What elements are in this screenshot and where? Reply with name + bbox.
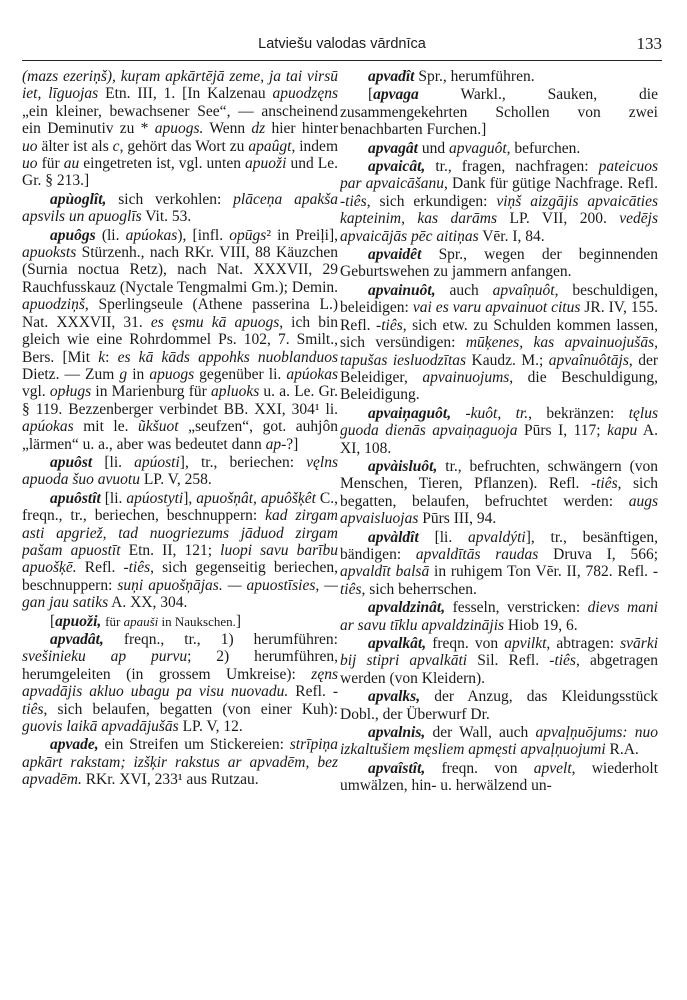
headword: apvaldzinât,: [368, 599, 446, 617]
dictionary-entry: apuôst [li. apúosti], tr., beriechen: vęlns apuoda šuo avuotu LP. V, 258.: [22, 453, 338, 489]
entry-continuation: (mazs ezeriņš), kuŗam apkārtējā zeme, ja tai virsū iet, līguojas Etn. III, 1. [In Kalzenau apuodzęns „ein kleiner, bewachsener See“, — anscheinend ein Deminutiv zu * apuogs. Wenn dz hier hinter uo älter ist als c, gehört das Wort zu apaûgt, indem uo für au eingetreten ist, vgl. unten apuoži und Le. Gr. § 213.]: [22, 68, 338, 190]
inline-text: apvainuojums: [422, 368, 510, 386]
inline-text: apuodzęns: [272, 85, 338, 103]
inline-text: -tiês: [340, 563, 658, 598]
dictionary-entry: [apvaga Warkl., Sauken, die zusammengekehrten Schollen von zwei benachbarten Furchen.]: [340, 86, 658, 139]
header-rule: [22, 60, 662, 61]
inline-text: es ęsmu kā apuogs: [150, 313, 280, 331]
headword: apvadât,: [50, 631, 104, 648]
inline-text: apúokas: [22, 418, 74, 436]
dictionary-entry: apuôgs (li. apúokas), [infl. opūgs² in Preiļi], apuoksts Stürzenh., nach RKr. VIII, 88 Käuzchen (Surnia noctua Retz), nach Nat. XXXVII, 29 Rauchfusskauz (Nyctale Tengmalmi Gm.); Demin. apuodziņš, Sperlingseule (Athene passerina L.) Nat. XXXVII, 31. es ęsmu kā apuogs, ich bin gleich wie eine Rohrdommel Ps. 102, 7. Smilt., Bers. [Mit k: es kā kāds appohks nuoblanduos Dietz. — Zum g in apuogs gegenüber li. apúokas vgl. opługs in Marienburg für apluoks u. a. Le. Gr. § 119. Bezzenberger verbindet BB. XXI, 304¹ li. apúokas mit le. ũkšuot „seufzen“, got. auhjôn „lärmen“ u. a., aber was bedeutet dann ap-?]: [22, 226, 338, 453]
inline-text: au: [63, 155, 80, 173]
inline-text: -tiês: [123, 559, 151, 577]
inline-text: mūķenes, kas apvainuojušās, tapušas iesluodzītas: [340, 334, 658, 369]
headword: apvainuôt,: [368, 281, 436, 299]
inline-text: tęlus guoda dienās apvaiņaguoja: [340, 404, 658, 440]
inline-text: kapu: [607, 422, 638, 440]
inline-text: dz: [251, 120, 266, 138]
headword: apvagât: [368, 139, 418, 157]
headword: apvalkât,: [368, 635, 427, 652]
inline-text: apluoks: [211, 383, 260, 401]
inline-text: apvaļņuōjums: nuo izkaltušiem męsliem apmęsti apvaļņuojumi: [340, 724, 658, 759]
inline-text: für apauši in Naukschen.: [105, 613, 236, 629]
headword: apuôst: [50, 453, 93, 471]
inline-text: k: [98, 348, 106, 366]
inline-text: apuodziņš: [22, 296, 85, 314]
inline-text: apúokas: [125, 226, 178, 244]
dictionary-entry: apvàldît [li. apvaldýti], tr., besänftigen, bändigen: apvaldītās raudas Druva I, 566; apvaldīt balsā in ruhigem Ton Vēr. II, 782. Refl. -tiês, sich beherrschen.: [340, 528, 658, 598]
inline-text: apvelt: [533, 759, 572, 777]
dictionary-entry: apvaidêt Spr., wegen der beginnenden Geburtswehen zu jammern anfangen.: [340, 246, 658, 281]
headword: apvàisluôt,: [368, 457, 438, 475]
inline-text: plāceņa apakša apsvils un apuoglīs: [22, 190, 338, 226]
inline-text: pateicuos par apvaicāšanu: [340, 158, 658, 193]
inline-text: apúostyti: [126, 489, 184, 507]
inline-text: -tiês: [590, 475, 618, 493]
inline-text: apvilkt: [504, 635, 547, 652]
inline-text: apauši: [123, 613, 159, 629]
inline-text: kad zirgam asti apgriež, tad nuogriezums jāduod zirgam pašam apuostīt: [22, 507, 338, 559]
inline-text: uo: [22, 137, 38, 155]
inline-text: apaûgt: [248, 137, 292, 155]
inline-text: luopi savu barību apuošķē.: [22, 541, 338, 577]
dictionary-entry: apvaîstît, freqn. von apvelt, wiederholt umwälzen, hin- u. herwälzend un-: [340, 759, 658, 795]
dictionary-entry: apuôstît [li. apúostyti], apuošņât, apuôšķêt C., freqn., tr., beriechen, beschnuppern: kad zirgam asti apgriež, tad nuogriezums jāduod zirgam pašam apuostīt Etn. II, 121; luopi savu barību apuošķē. Refl. -tiês, sich gegenseitig beriechen, beschnuppern: suņi apuošņājas. — apuostīsies, — gan jau satiks A. XX, 304.: [22, 489, 338, 612]
headword: apvaga: [373, 86, 419, 104]
inline-text: -tiês: [22, 683, 338, 718]
dictionary-entry: apvàisluôt, tr., befruchten, schwängern (von Menschen, Tieren, Pflanzen). Refl. -tiês, sich begatten, belaufen, befruchtet werden: augs apvaisluojas Pūrs III, 94.: [340, 457, 658, 528]
page-number: 133: [636, 34, 662, 53]
inline-text: augs apvaisluojas: [340, 492, 658, 528]
inline-text: ap-: [265, 435, 287, 453]
inline-text: -tiês: [549, 652, 576, 670]
inline-text: zęns apvadājis akluo ubagu pa visu nuovadu.: [22, 665, 338, 701]
inline-text: apvaîņuôt: [492, 281, 555, 299]
headword: apvaicât,: [368, 158, 426, 176]
headword: apùoglît,: [50, 190, 107, 208]
inline-text: apúosti: [134, 453, 180, 471]
dictionary-entry: apvaicât, tr., fragen, nachfragen: pateicuos par apvaicāšanu, Dank für gütige Nachfrage. Refl. -tiês, sich erkundigen: viņš aizgājis apvaicāties kapteinim, kas darāms LP. VII, 200. vedējs apvaicājās pēc aitiņas Vēr. I, 84.: [340, 158, 658, 245]
inline-text: apvaînuôtājs: [548, 351, 629, 369]
headword: apvade,: [50, 736, 99, 754]
inline-text: (mazs ezeriņš), kuŗam apkārtējā zeme, ja tai virsū iet, līguojas: [22, 68, 338, 103]
inline-text: apvaguôt: [448, 139, 507, 157]
inline-text: apuogs: [149, 365, 195, 383]
inline-text: apuošņât, apuôšķêt: [196, 489, 316, 507]
inline-text: suņi apuošņājas. — apuostīsies, — gan jau satiks: [22, 576, 338, 612]
headword: apvalnis,: [368, 724, 426, 742]
inline-text: viņš aizgājis apvaicāties kapteinim, kas darāms: [340, 192, 658, 228]
dictionary-entry: [apuoži, für apauši in Naukschen.]: [50, 612, 242, 630]
inline-text: -tiês: [340, 192, 367, 210]
dictionary-entry: apvade, ein Streifen um Stickereien: strīpiņa apkārt rakstam; izšķir rakstus ar apvadēm, bez apvadēm. RKr. XVI, 233¹ aus Rutzau.: [22, 736, 338, 789]
right-column: [340, 68, 658, 993]
dictionary-entry: apvadât, freqn., tr., 1) herumführen: svešinieku ap purvu; 2) herumführen, herumgeleiten (in grossem Umkreise): zęns apvadājis akluo ubagu pa visu nuovadu. Refl. -tiês, sich belaufen, begatten (von einer Kuh): guovis laikā apvadājušās LP. V, 12.: [22, 631, 338, 736]
headword: apvalks,: [368, 688, 421, 706]
inline-text: apúokas: [286, 365, 338, 383]
headword: apvaîstît,: [368, 759, 426, 777]
dictionary-entry: apvainuôt, auch apvaîņuôt, beschuldigen, beleidigen: vai es varu apvainuot citus JR. IV, 155. Refl. -tiês, sich etw. zu Schulden kommen lassen, sich versündigen: mūķenes, kas apvainuojušās, tapušas iesluodzītas Kaudz. M.; apvaînuôtājs, der Beleidiger, apvainuojums, die Beschuldigung, Beleidigung.: [340, 281, 658, 404]
running-title: Latviešu valodas vārdnīca: [258, 36, 426, 52]
inline-text: ũkšuot: [138, 418, 179, 436]
dictionary-entry: apvalks, der Anzug, das Kleidungsstück Dobl., der Überwurf Dr.: [340, 688, 658, 723]
inline-text: strīpiņa apkārt rakstam; izšķir rakstus ar apvadēm, bez apvadēm.: [22, 736, 338, 789]
inline-text: vai es varu apvainuot citus: [412, 299, 581, 317]
inline-text: -kuôt, tr.: [465, 404, 529, 422]
inline-text: opūgs: [229, 226, 267, 244]
left-column: [22, 68, 338, 993]
page-header: [22, 26, 662, 56]
inline-text: apuoksts: [22, 244, 77, 262]
inline-text: apuogs.: [154, 120, 204, 138]
dictionary-entry: apvagât und apvaguôt, befurchen.: [368, 139, 581, 157]
inline-text: vęlns apuoda šuo avuotu: [22, 453, 338, 489]
dictionary-entry: apvaiņaguôt, -kuôt, tr., bekränzen: tęlus guoda dienās apvaiņaguoja Pūrs I, 117; kapu A. XI, 108.: [340, 404, 658, 457]
dictionary-entry: apvalnis, der Wall, auch apvaļņuōjums: nuo izkaltušiem męsliem apmęsti apvaļņuojumi R.A.: [340, 724, 658, 759]
inline-text: guovis laikā apvadājušās: [22, 718, 179, 736]
inline-text: vedējs apvaicājās pēc aitiņas: [340, 210, 658, 245]
inline-text: svešinieku ap purvu: [22, 648, 188, 666]
dictionary-entry: apvaldzinât, fesseln, verstricken: dievs mani ar savu tīklu apvaldzinājis Hiob 19, 6.: [340, 599, 658, 634]
headword: apvaiņaguôt,: [368, 404, 452, 422]
dictionary-entry: apvalkât, freqn. von apvilkt, abtragen: svārki bij stipri apvalkāti Sil. Refl. -tiês, abgetragen werden (von Kleidern).: [340, 635, 658, 687]
headword: apuôgs: [50, 226, 96, 244]
headword: apuôstît: [50, 489, 101, 507]
inline-text: c: [112, 137, 120, 155]
inline-text: apvaldýti: [468, 528, 526, 546]
inline-text: es kā kāds appohks nuoblanduos: [117, 348, 338, 366]
headword: apuoži,: [55, 612, 102, 630]
headword: apvaidêt: [368, 246, 422, 264]
inline-text: apuoži: [245, 155, 287, 173]
headword: apvadît: [368, 68, 415, 85]
inline-text: apvaldītās raudas: [415, 545, 539, 563]
dictionary-entry: apvadît Spr., herumführen.: [368, 68, 535, 85]
inline-text: opługs: [49, 383, 92, 401]
dictionary-entry: apùoglît, sich verkohlen: plāceņa apakša apsvils un apuoglīs Vit. 53.: [22, 190, 338, 226]
inline-text: g: [119, 365, 128, 383]
inline-text: -tiês: [376, 316, 403, 334]
inline-text: dievs mani ar savu tīklu apvaldzinājis: [340, 599, 658, 634]
headword: apvàldît: [368, 528, 419, 546]
inline-text: svārki bij stipri apvalkāti: [340, 635, 658, 670]
inline-text: uo: [22, 155, 38, 173]
inline-text: apvaldīt balsā: [340, 563, 430, 581]
